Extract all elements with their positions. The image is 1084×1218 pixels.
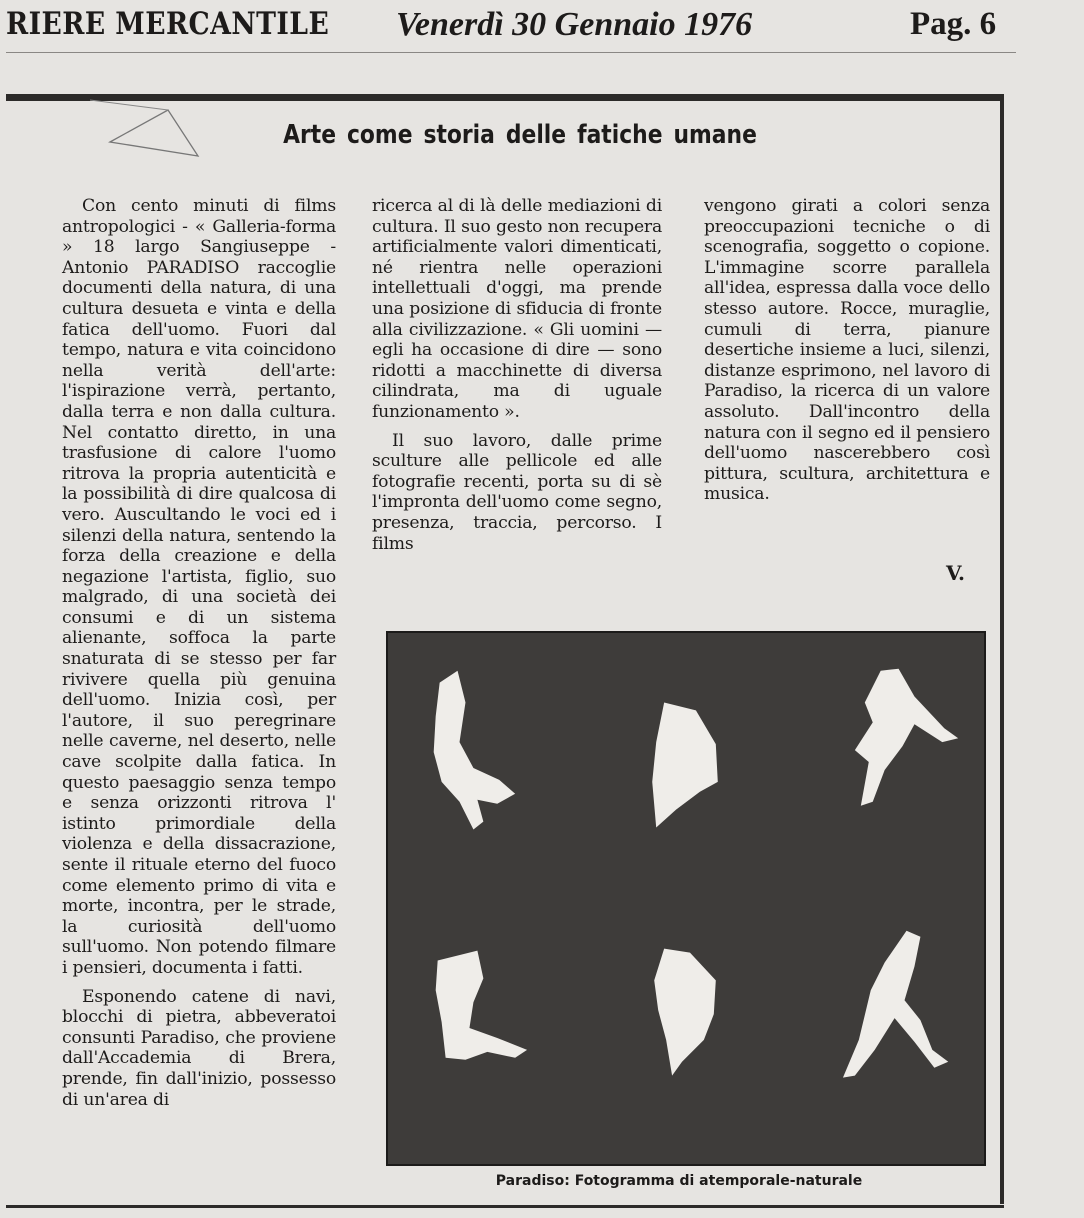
- author-signature: V.: [946, 561, 965, 585]
- article-column-2: [372, 196, 662, 554]
- film-still-photo: [386, 631, 986, 1166]
- newspaper-name: RIERE MERCANTILE: [6, 6, 330, 42]
- paragraph: Il suo lavoro, dalle prime sculture alle pellicole ed alle fotografie recenti, porta su di sè l'impronta dell'uomo come segno, presenza, traccia, percorso. I films: [372, 430, 662, 554]
- photo-caption: Paradiso: Fotogramma di atemporale-naturale: [495, 1173, 863, 1189]
- paragraph: vengono girati a colori senza preoccupazioni tecniche o di scenografia, soggetto o copione. L'immagine scorre parallela all'idea, espressa dalla voce dello stesso autore. Rocce, muraglie, cumuli di terra, pianure desertiche insieme a luci, silenzi, distanze esprimono, nel lavoro di Paradiso, la ricerca di un valore assoluto. Dall'incontro della natura con il segno ed il pensiero dell'uomo nascerebbero così pittura, scultura, architettura e musica.: [704, 196, 990, 505]
- issue-date: Venerdì 30 Gennaio 1976: [396, 6, 753, 43]
- paragraph: ricerca al di là delle mediazioni di cultura. Il suo gesto non recupera artificialmente valori dimenticati, né rientra nelle operazioni intellettuali d'oggi, ma prende una posizione di sfiducia di fronte alla civilizzazione. « Gli uomini — egli ha occasione di dire — sono ridotti a macchinette di diversa cilindrata, ma di uguale funzionamento ».: [372, 196, 662, 422]
- article-bottom-rule: [6, 1205, 1004, 1208]
- page-number: Pag. 6: [910, 6, 997, 42]
- paragraph: Con cento minuti di films antropologici - « Galleria-forma » 18 largo Sangiuseppe - Antonio PARADISO raccoglie documenti della natura, di una cultura desueta e vinta e della fatica dell'uomo. Fuori dal tempo, natura e vita coincidono nella verità dell'arte: l'ispirazione verrà, pertanto, dalla terra e non dalla cultura. Nel contatto diretto, in una trasfusione di calore l'uomo ritrova la propria autenticità e la possibilità di dire qualcosa di vero. Auscultando le voci ed i silenzi della natura, sentendo la forza della creazione e della negazione l'artista, figlio, suo malgrado, di una società dei consumi e di un sistema alienante, soffoca la parte snaturata di se stesso per far rivivere quella più genuina dell'uomo. Inizia così, per l'autore, il suo peregrinare nelle caverne, nel deserto, nelle cave scolpite dalla fatica. In questo paesaggio senza tempo e senza orizzonti ritrova l' istinto primordiale della violenza e della dissacrazione, sente il rituale eterno del fuoco come elemento primo di vita e morte, incontra, per le strade, la curiosità dell'uomo sull'uomo. Non potendo filmare i pensieri, documenta i fatti.: [62, 196, 336, 978]
- article-column-1: [62, 196, 336, 1110]
- paragraph: Esponendo catene di navi, blocchi di pietra, abbeveratoi consunti Paradiso, che proviene dall'Accademia di Brera, prende, fin dall'inizio, possesso di un'area di: [62, 986, 336, 1110]
- article-right-rule: [1000, 94, 1004, 1204]
- film-still-figures: [388, 633, 984, 1164]
- masthead: [0, 0, 1084, 52]
- article-headline: Arte come storia delle fatiche umane: [283, 120, 757, 150]
- masthead-rule: [6, 52, 1016, 53]
- article-column-3: [704, 196, 990, 505]
